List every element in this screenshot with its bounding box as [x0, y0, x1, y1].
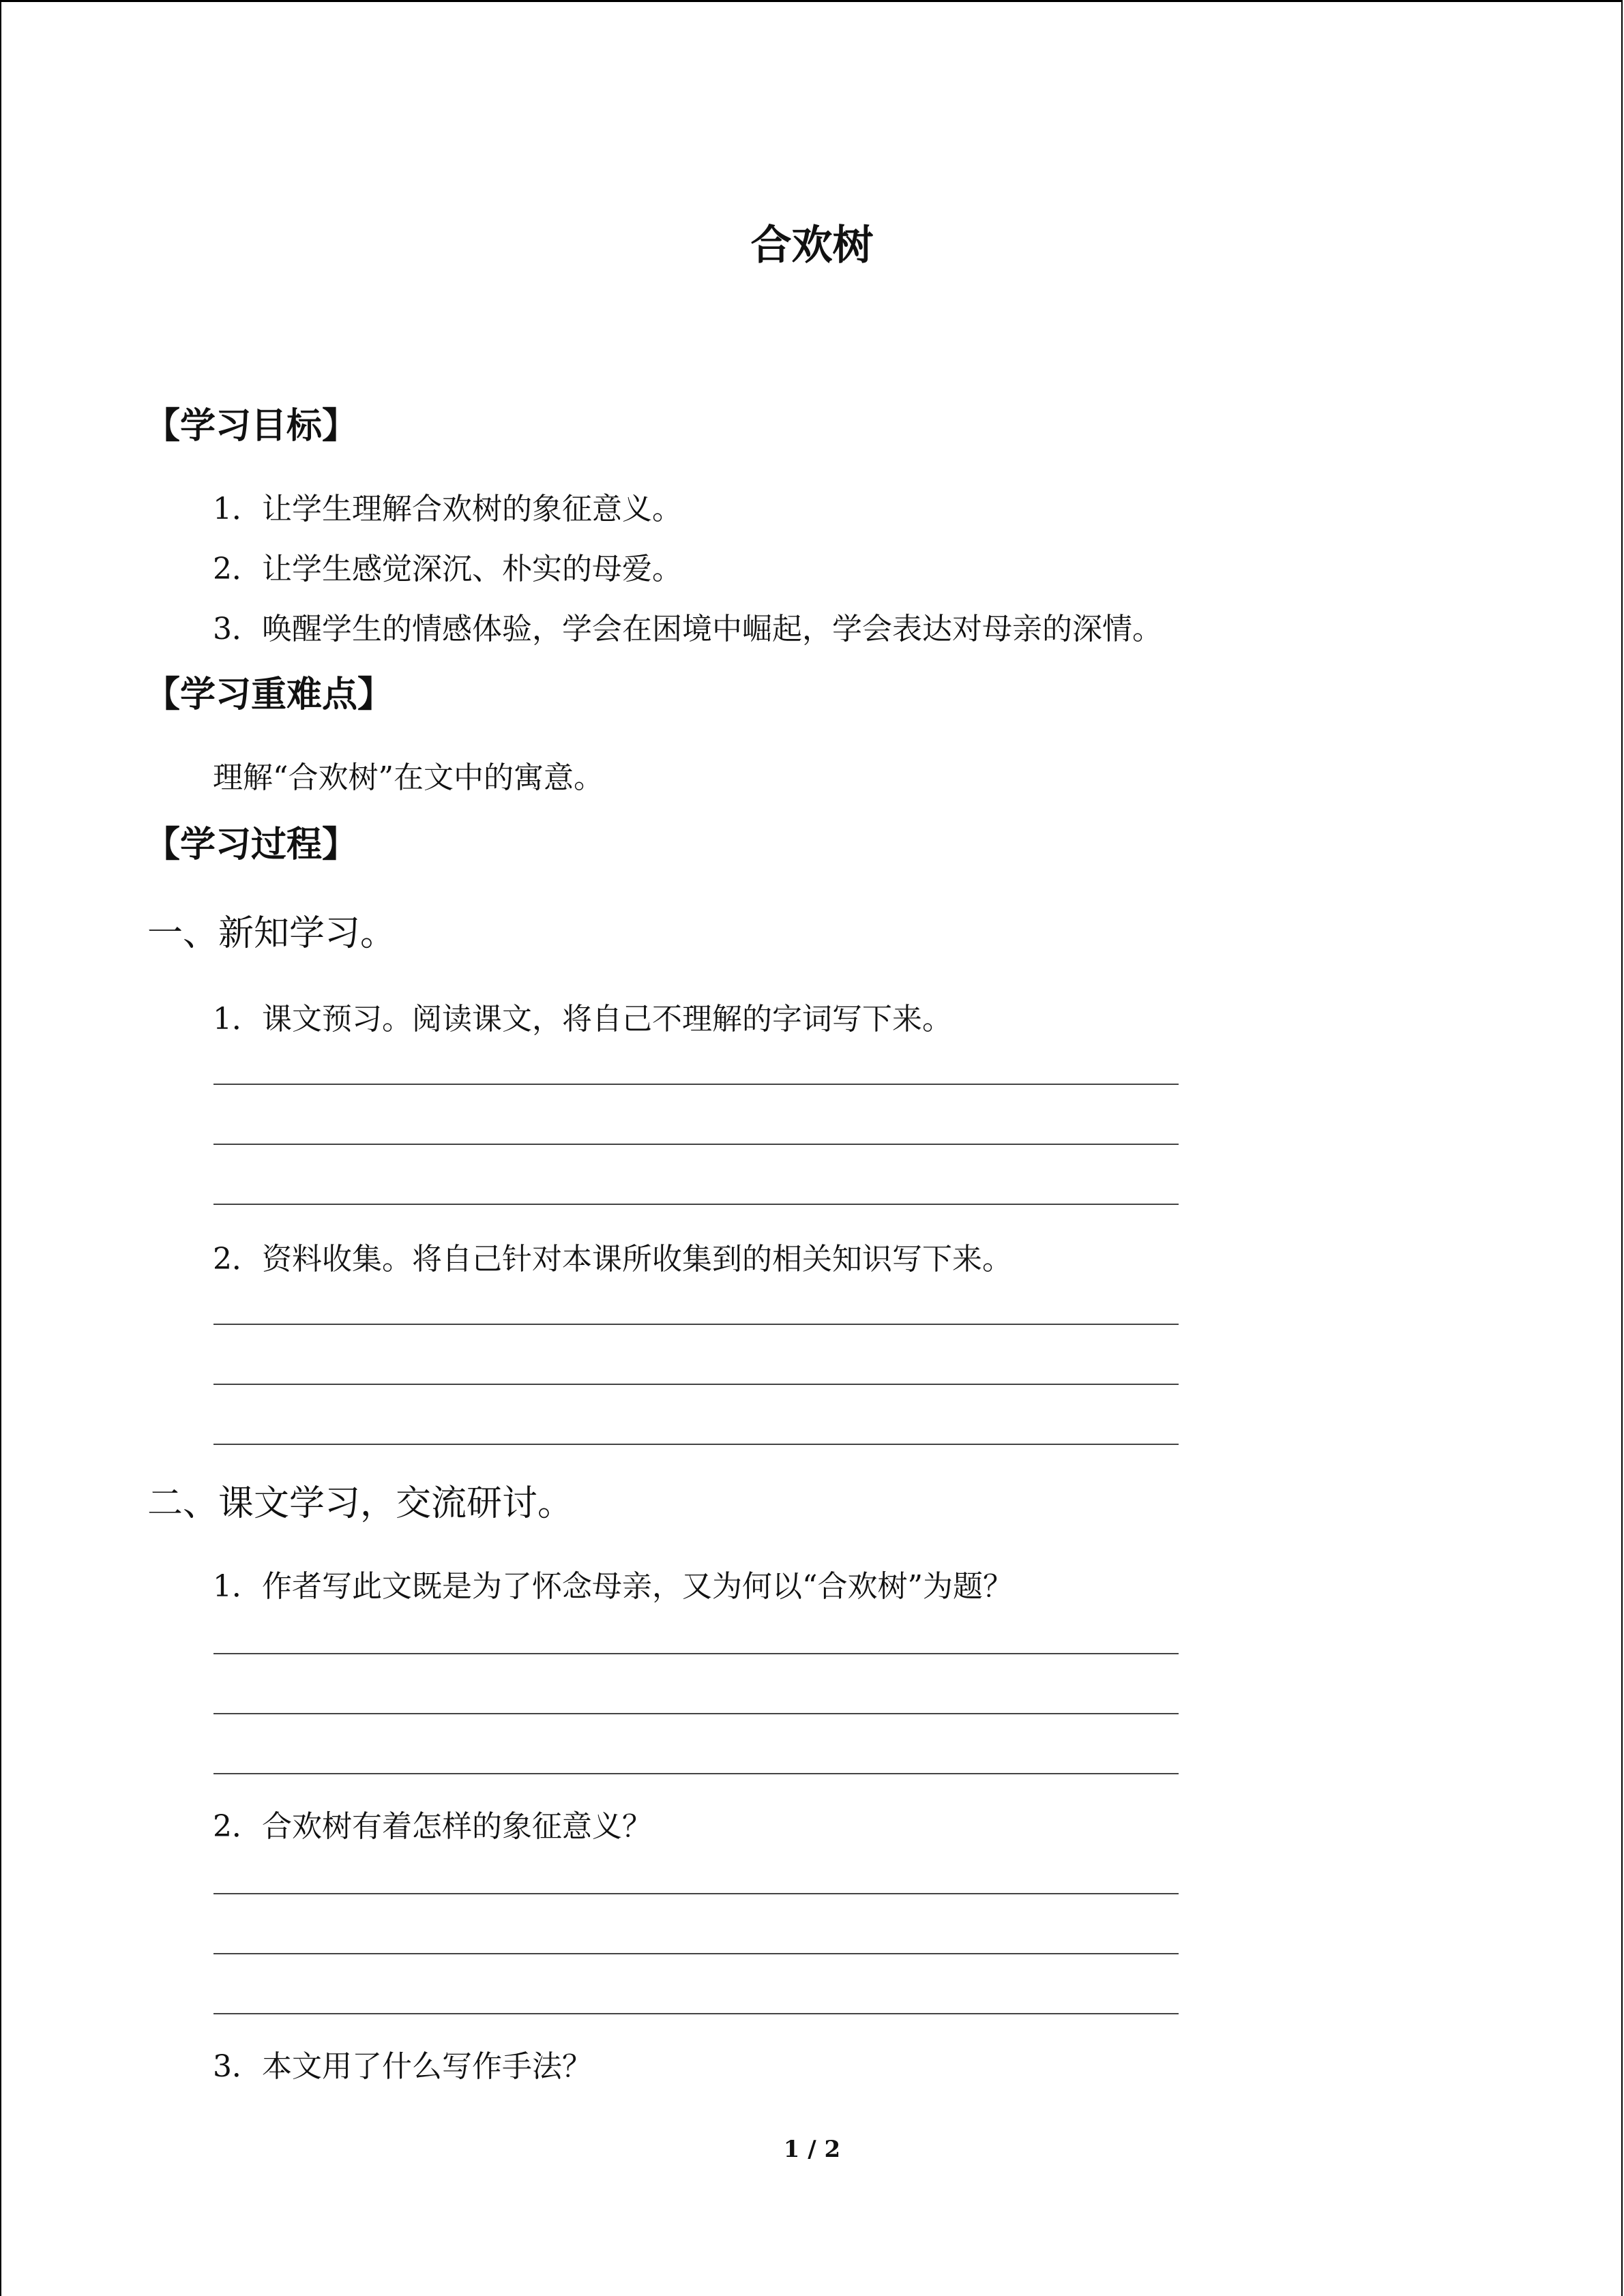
process-heading: 【学习过程】	[145, 824, 358, 865]
answer-line[interactable]	[213, 1713, 1179, 1714]
goal-item-3: 3．唤醒学生的情感体验，学会在困境中崛起，学会表达对母亲的深情。	[213, 612, 1162, 646]
answer-line[interactable]	[213, 1773, 1179, 1774]
answer-line[interactable]	[213, 1893, 1179, 1894]
answer-line[interactable]	[213, 1084, 1179, 1085]
key-points-heading: 【学习重难点】	[145, 674, 394, 715]
goal-item-1: 1．让学生理解合欢树的象征意义。	[213, 492, 682, 526]
answer-line[interactable]	[213, 2013, 1179, 2014]
part1-heading: 一、新知学习。	[147, 913, 396, 954]
part1-question-2: 2．资料收集。将自己针对本课所收集到的相关知识写下来。	[213, 1242, 1012, 1277]
part2-question-1: 1．作者写此文既是为了怀念母亲，又为何以“合欢树”为题？	[213, 1569, 1013, 1604]
answer-line[interactable]	[213, 1444, 1179, 1445]
part2-question-3: 3．本文用了什么写作手法？	[213, 2049, 592, 2084]
page-title: 合欢树	[750, 222, 874, 269]
answer-line[interactable]	[213, 1144, 1179, 1145]
part2-heading: 二、课文学习，交流研讨。	[147, 1483, 574, 1524]
answer-line[interactable]	[213, 1653, 1179, 1654]
part1-question-1: 1．课文预习。阅读课文，将自己不理解的字词写下来。	[213, 1002, 952, 1037]
answer-line[interactable]	[213, 1384, 1179, 1385]
answer-line[interactable]	[213, 1324, 1179, 1325]
key-points-text: 理解“合欢树”在文中的寓意。	[213, 760, 604, 795]
answer-line[interactable]	[213, 1953, 1179, 1954]
goals-heading: 【学习目标】	[145, 406, 358, 447]
part2-question-2: 2．合欢树有着怎样的象征意义？	[213, 1809, 652, 1844]
page-number: 1 / 2	[783, 2136, 841, 2163]
answer-line[interactable]	[213, 1204, 1179, 1205]
goal-item-2: 2．让学生感觉深沉、朴实的母爱。	[213, 552, 682, 586]
